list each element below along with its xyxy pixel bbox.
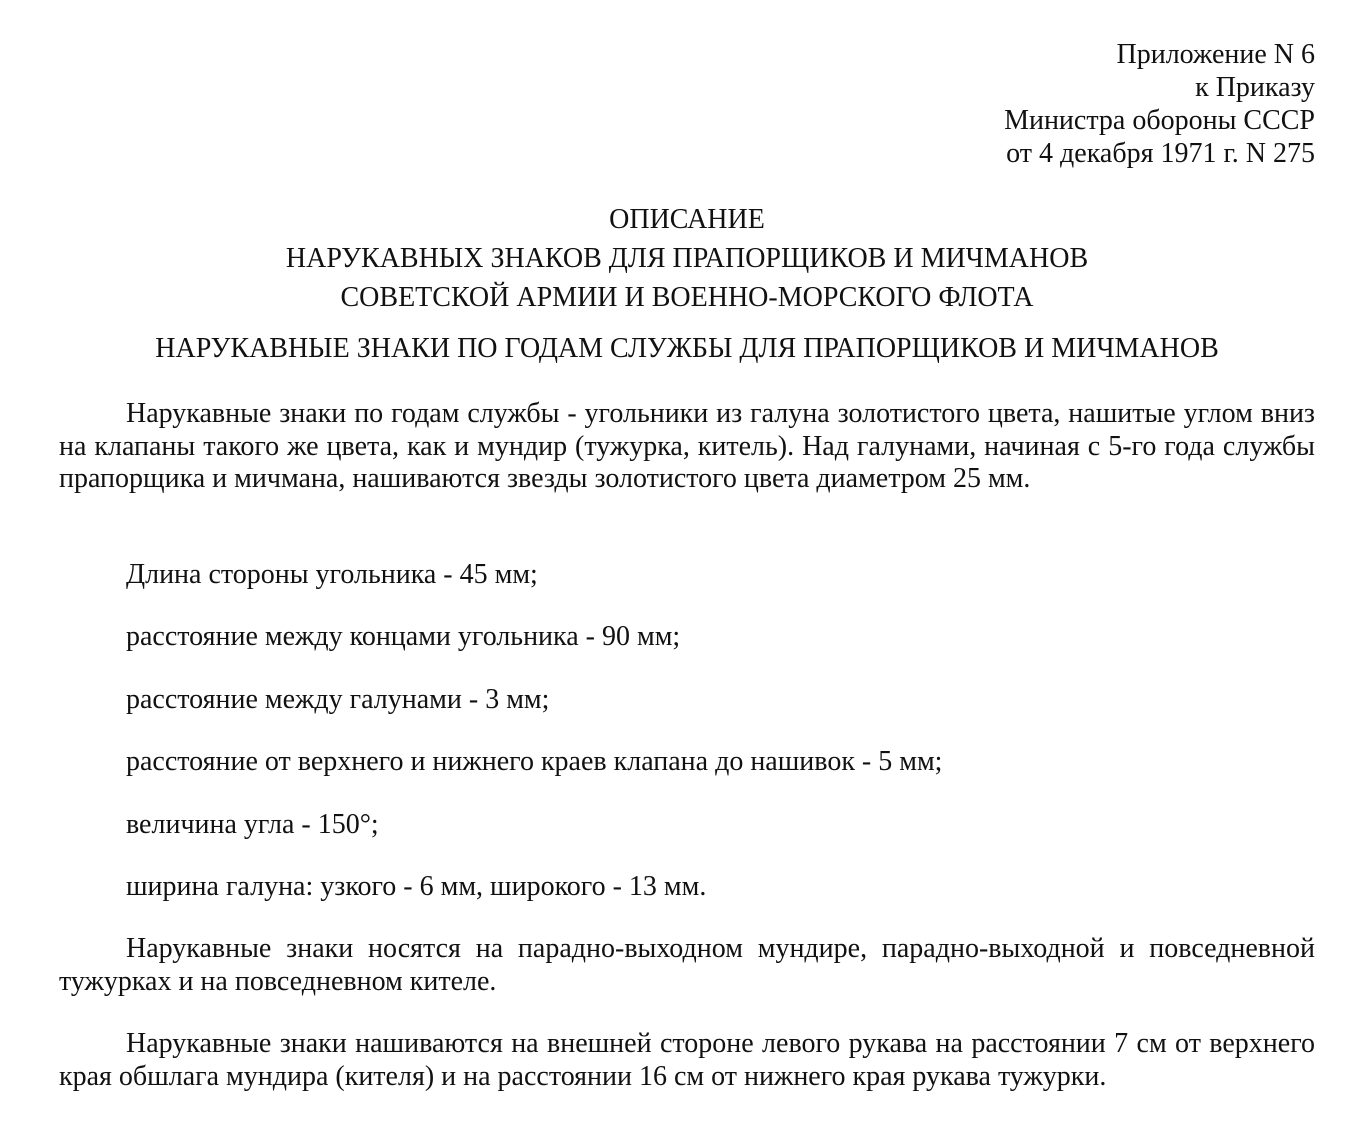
spec-angle: величина угла - 150°; (126, 809, 379, 840)
spec-ends-distance: расстояние между концами угольника - 90 мм; (126, 621, 681, 652)
appendix-issuer: Министра обороны СССР (1004, 105, 1315, 136)
section-heading: НАРУКАВНЫЕ ЗНАКИ ПО ГОДАМ СЛУЖБЫ ДЛЯ ПРАПОРЩИКОВ И МИЧМАНОВ (155, 333, 1219, 364)
spec-galloon-width: ширина галуна: узкого - 6 мм, широкого - 13 мм. (126, 871, 707, 902)
placement-paragraph: Нарукавные знаки нашиваются на внешней стороне левого рукава на расстоянии 7 см от верхнего края обшлага мундира (кителя) и на расстоянии 16 см от нижнего края рукава тужурки. (59, 1028, 1315, 1092)
intro-paragraph: Нарукавные знаки по годам службы - угольники из галуна золотистого цвета, нашитые углом вниз на клапаны такого же цвета, как и мундир (тужурка, китель). Над галунами, начиная с 5-го года службы прапорщика и мичмана, нашиваются звезды золотистого цвета диаметром 25 мм. (59, 398, 1315, 494)
appendix-order-ref: к Приказу (1195, 72, 1315, 103)
spec-side-length: Длина стороны угольника - 45 мм; (126, 559, 538, 590)
appendix-header (1004, 38, 1315, 170)
appendix-number: Приложение N 6 (1116, 39, 1315, 70)
title-line-forces: СОВЕТСКОЙ АРМИИ И ВОЕННО-МОРСКОГО ФЛОТА (340, 282, 1034, 313)
spec-galloon-gap: расстояние между галунами - 3 мм; (126, 684, 550, 715)
spec-edge-distance: расстояние от верхнего и нижнего краев клапана до нашивок - 5 мм; (126, 746, 943, 777)
wear-paragraph: Нарукавные знаки носятся на парадно-выходном мундире, парадно-выходной и повседневной тужурках и на повседневном кителе. (59, 933, 1315, 997)
title-line-subject: НАРУКАВНЫХ ЗНАКОВ ДЛЯ ПРАПОРЩИКОВ И МИЧМАНОВ (285, 243, 1089, 274)
appendix-date-number: от 4 декабря 1971 г. N 275 (1006, 138, 1315, 169)
document-title (59, 200, 1315, 317)
title-line-description: ОПИСАНИЕ (609, 204, 765, 235)
